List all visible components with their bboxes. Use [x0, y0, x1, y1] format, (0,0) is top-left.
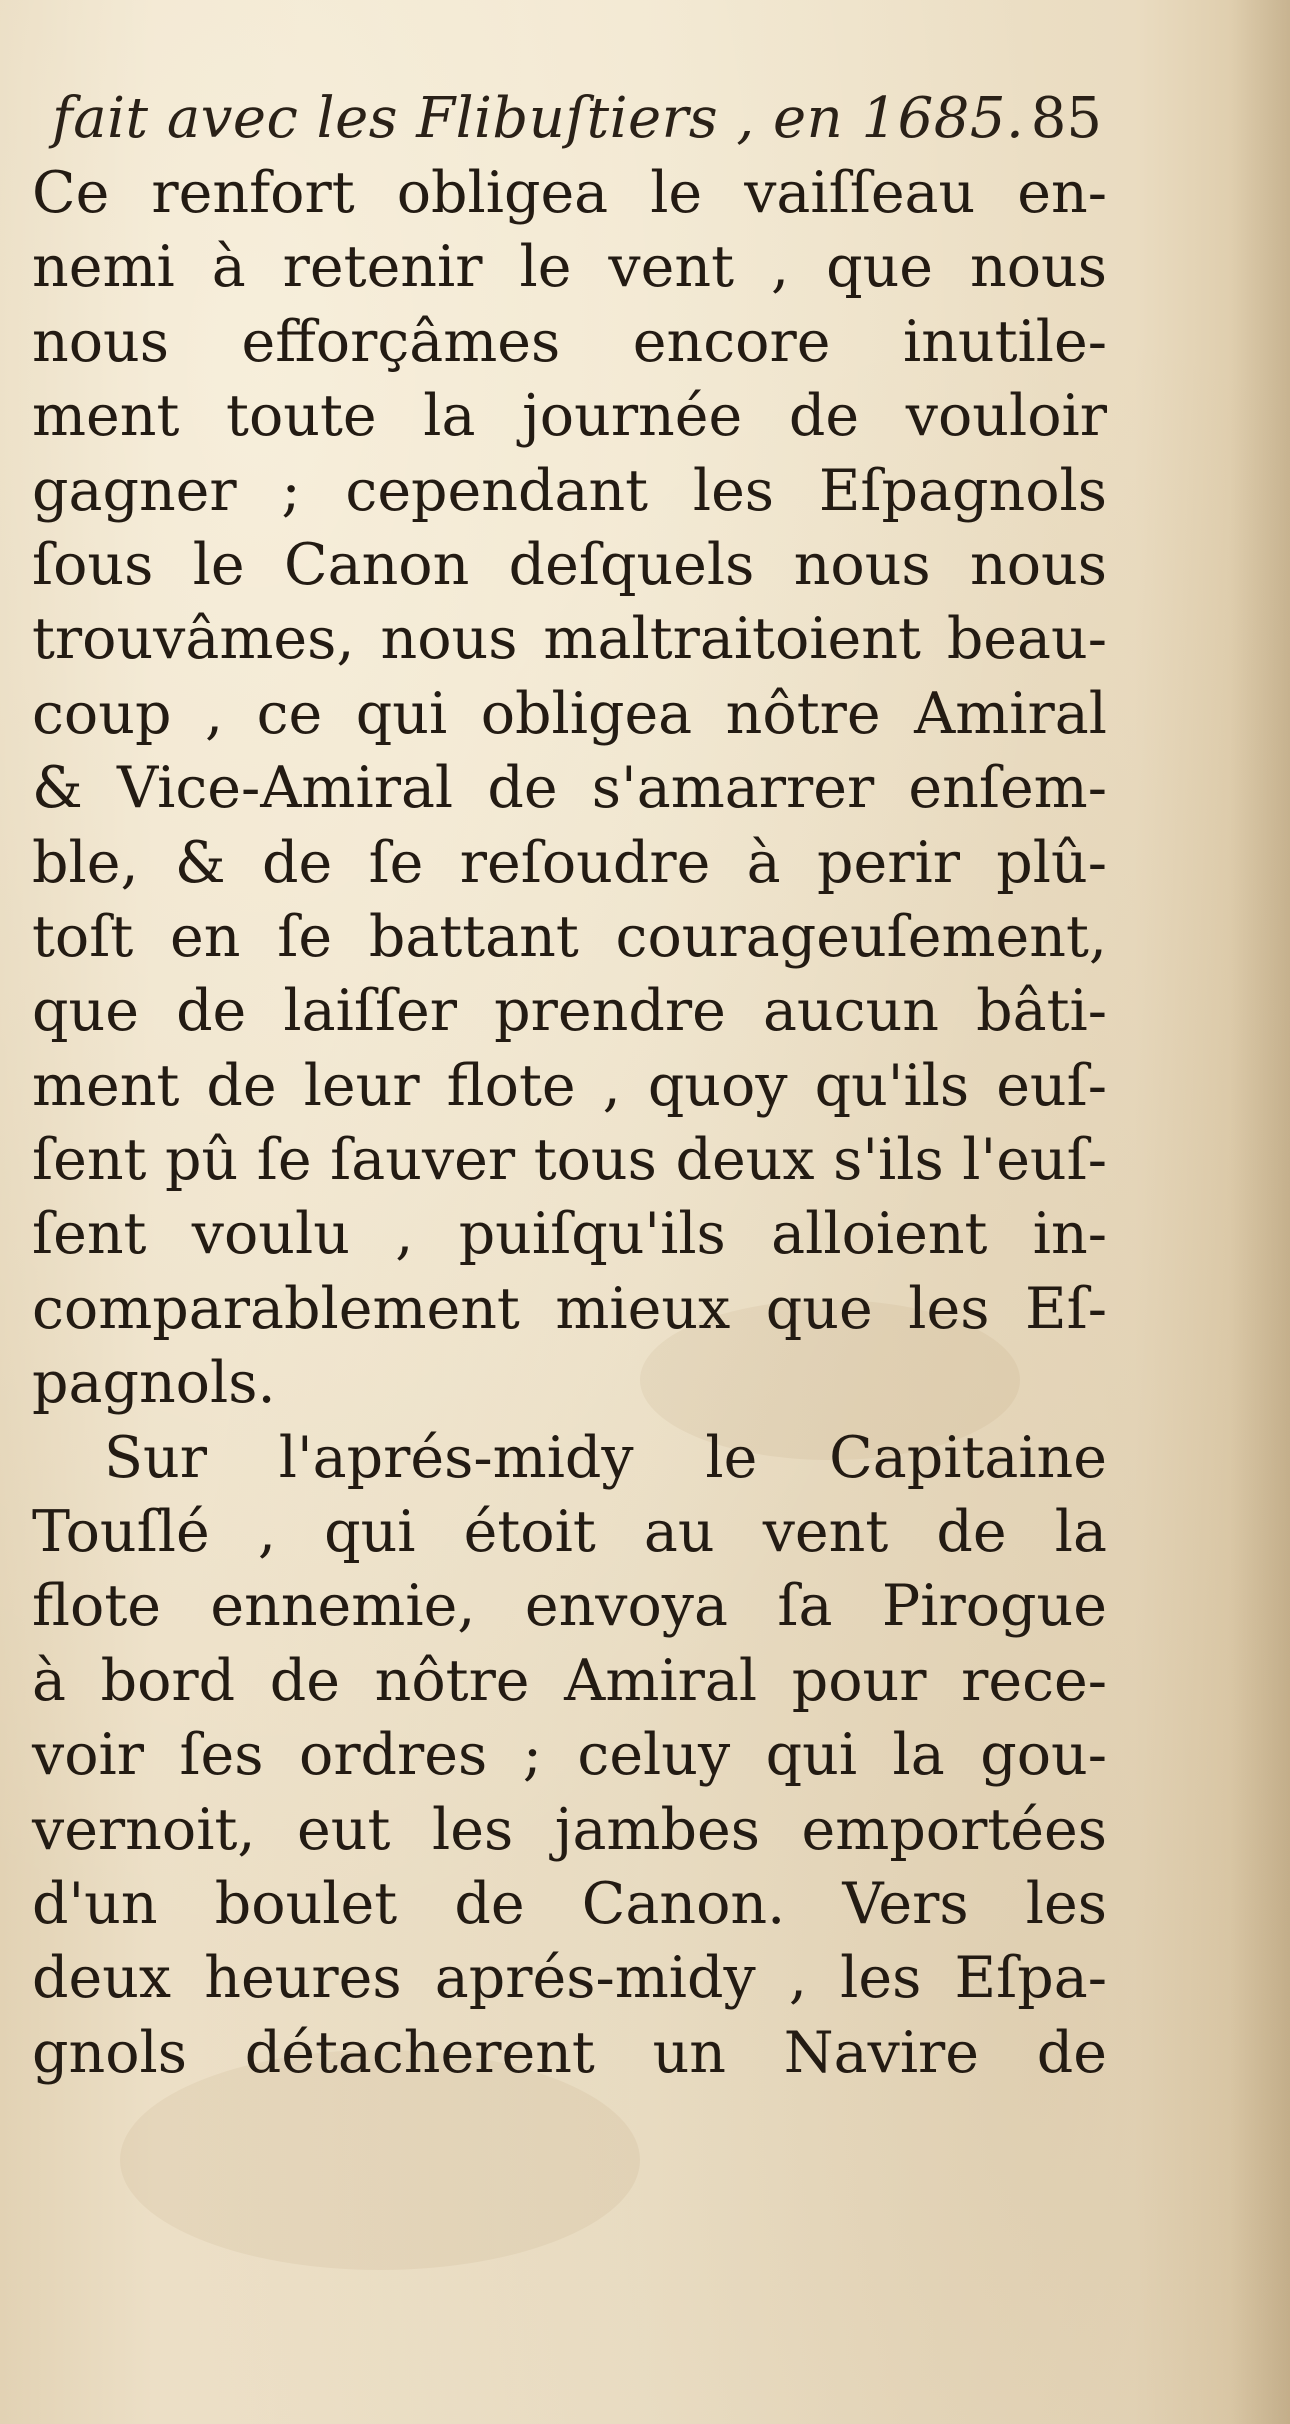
text-line: gnols détacherent un Navire de [32, 2019, 1107, 2086]
text-line: & Vice-Amiral de s'amarrer enſem- [32, 755, 1107, 822]
paragraph-start-line: Sur l'aprés-midy le Capitaine [104, 1424, 1107, 1491]
page-edge-shadow [1230, 0, 1290, 2424]
text-line: toſt en ſe battant courageuſement, [32, 903, 1107, 970]
text-line: ble, & de ſe reſoudre à perir plû- [32, 829, 1107, 896]
text-line: ment toute la journée de vouloir [32, 383, 1107, 450]
text-line: à bord de nôtre Amiral pour rece- [32, 1647, 1107, 1714]
paragraph-end-line: pagnols. [32, 1350, 276, 1417]
text-line: ſous le Canon deſquels nous nous [32, 531, 1107, 598]
text-line: nous efforçâmes encore inutile- [32, 308, 1107, 375]
text-line: Ce renfort obligea le vaiſſeau en- [32, 160, 1107, 226]
text-line: coup , ce qui obligea nôtre Amiral [32, 680, 1107, 747]
text-line: d'un boulet de Canon. Vers les [32, 1870, 1107, 1937]
text-line: comparablement mieux que les Eſ- [32, 1275, 1107, 1342]
text-line: vernoit, eut les jambes emportées [32, 1796, 1107, 1863]
running-title: fait avec les Flibuſtiers , en 1685. [52, 86, 1025, 151]
text-line: gagner ; cependant les Eſpagnols [32, 457, 1107, 524]
running-head [52, 86, 1102, 156]
text-line: que de laiſſer prendre aucun bâti- [32, 978, 1107, 1045]
text-line: Touſlé , qui étoit au vent de la [32, 1499, 1107, 1566]
text-line: ment de leur flote , quoy qu'ils euſ- [32, 1052, 1107, 1119]
text-line: flote ennemie, envoya ſa Pirogue [32, 1573, 1107, 1640]
text-line: voir ſes ordres ; celuy qui la gou- [32, 1722, 1107, 1789]
text-line: ſent pû ſe ſauver tous deux s'ils l'euſ- [32, 1127, 1107, 1194]
text-line: trouvâmes, nous maltraitoient beau- [32, 606, 1107, 673]
text-line: deux heures aprés-midy , les Eſpa- [32, 1945, 1107, 2012]
text-line: ſent voulu , puiſqu'ils alloient in- [32, 1201, 1107, 1268]
text-line: nemi à retenir le vent , que nous [32, 234, 1107, 301]
page-number: 85 [1030, 86, 1102, 151]
body-text [32, 156, 1107, 2090]
